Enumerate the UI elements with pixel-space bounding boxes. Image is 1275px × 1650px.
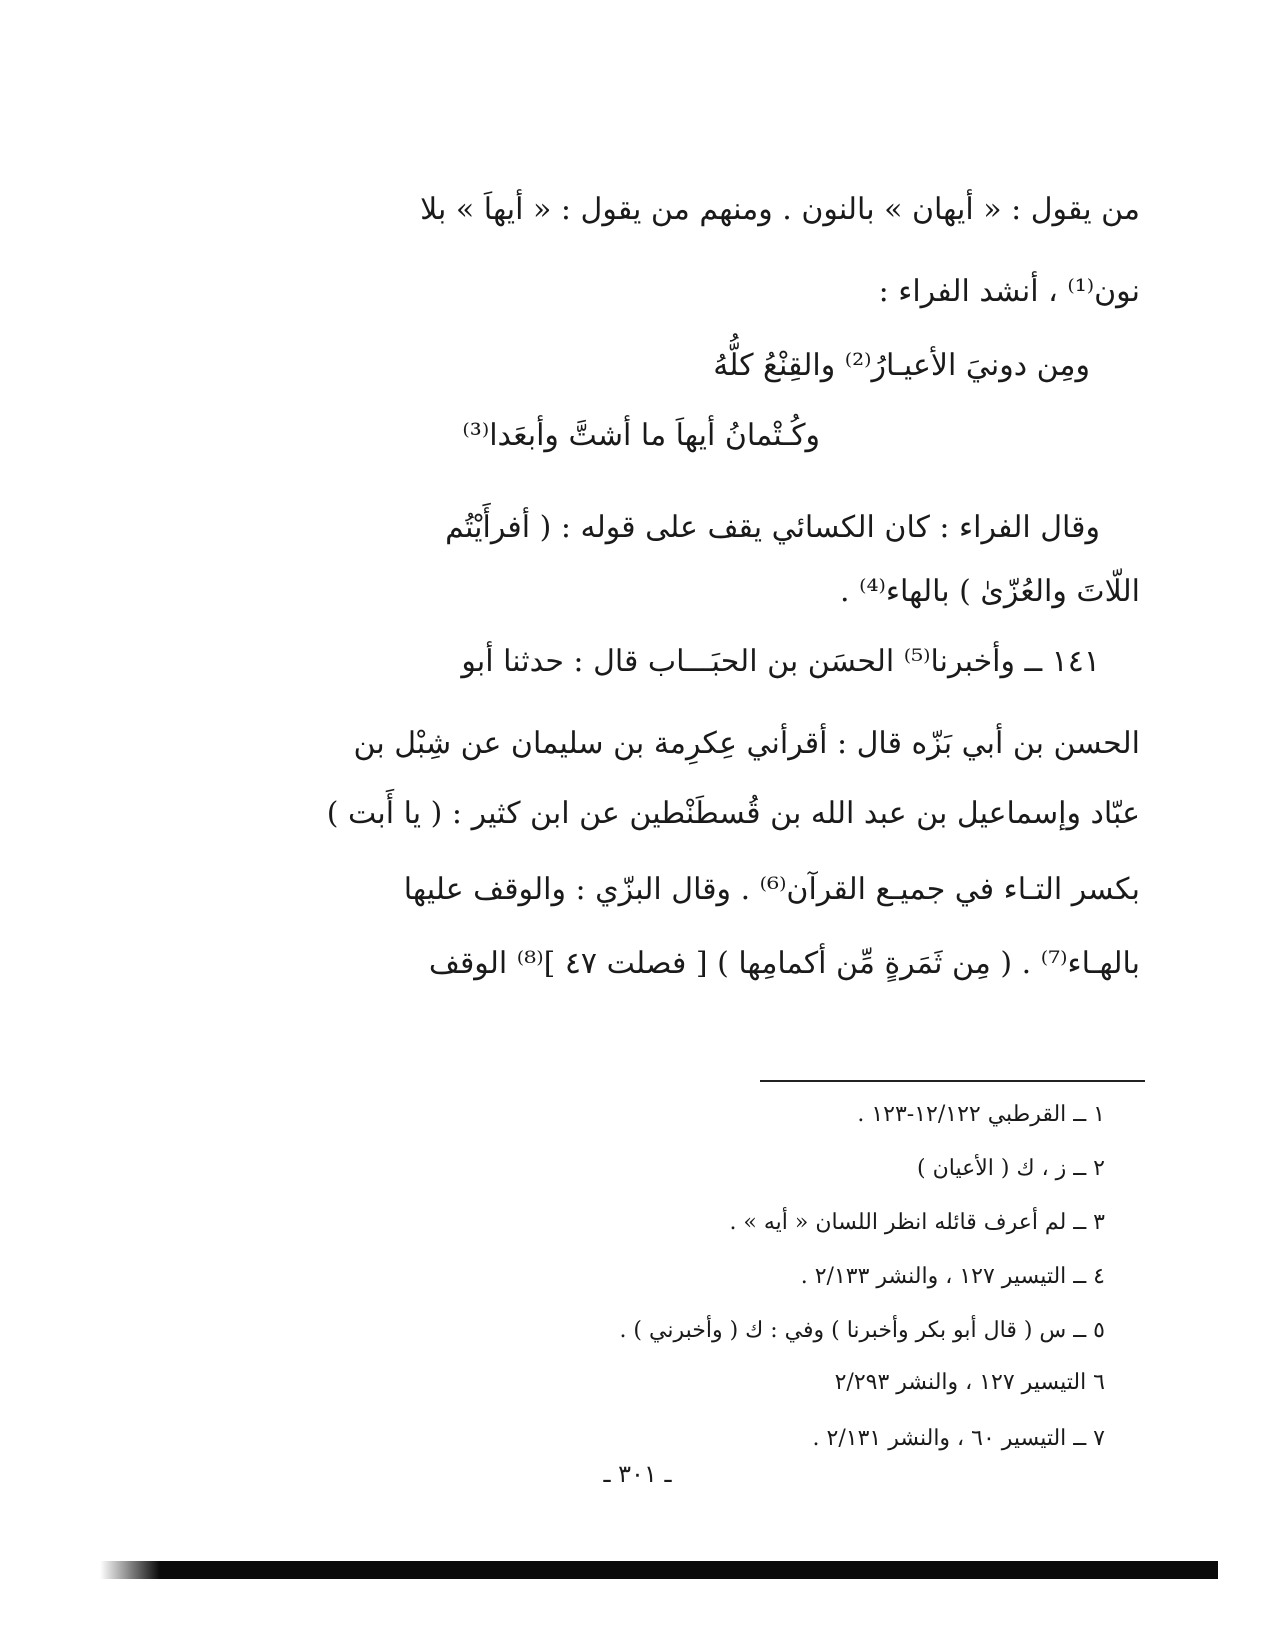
footnote-5: ٥ ــ س ( قال أبو بكر وأخبرنا ) وفي : ك ( وأخبرني ) . <box>619 1318 1105 1343</box>
scan-edge-bar <box>108 1561 1218 1579</box>
text-line-2: نون⁽¹⁾ ، أنشد الفراء : <box>878 274 1140 309</box>
footnote-divider <box>760 1080 1145 1082</box>
text-line-1: من يقول : « أيهان » بالنون . ومنهم من يقول : « أيهاَ » بلا <box>420 192 1140 227</box>
footnote-1: ١ ــ القرطبي ١٢/١٢٢-١٢٣ . <box>857 1102 1105 1127</box>
text-line-9: عبّاد وإسماعيل بن عبد الله بن قُسطَنْطين عن ابن كثير : ( يا أَبت ) <box>326 796 1140 831</box>
scan-edge-fade <box>100 1561 160 1579</box>
text-line-11: بالهـاء⁽⁷⁾ . ( مِن ثَمَرةٍ مِّن أكمامِها ) [ فصلت ٤٧ ]⁽⁸⁾ الوقف <box>428 946 1140 981</box>
verse-line-1: ومِن دونيَ الأعيـارُ⁽²⁾ والقِنْعُ كلُّهُ <box>713 348 1090 383</box>
footnote-7: ٧ ــ التيسير ٦٠ ، والنشر ٢/١٣١ . <box>812 1426 1105 1451</box>
text-line-8: الحسن بن أبي بَزّه قال : أقرأني عِكرِمة بن سليمان عن شِبْل بن <box>353 726 1140 761</box>
page-number: ـ ٣٠١ ـ <box>603 1460 672 1488</box>
verse-line-2: وكُـتْمانُ أيهاَ ما أشتَّ وأبعَدا⁽³⁾ <box>462 418 820 453</box>
text-line-6: اللّاتَ والعُزّىٰ ) بالهاء⁽⁴⁾ . <box>840 574 1140 609</box>
footnote-3: ٣ ــ لم أعرف قائله انظر اللسان « أيه » . <box>729 1210 1105 1235</box>
footnote-4: ٤ ــ التيسير ١٢٧ ، والنشر ٢/١٣٣ . <box>800 1264 1105 1289</box>
text-line-10: بكسر التـاء في جميـع القرآن⁽⁶⁾ . وقال البزّي : والوقف عليها <box>403 872 1140 907</box>
footnote-6: ٦ التيسير ١٢٧ ، والنشر ٢/٢٩٣ <box>834 1370 1105 1395</box>
text-line-7: ١٤١ ــ وأخبرنا⁽⁵⁾ الحسَن بن الحبَـــاب قال : حدثنا أبو <box>461 644 1100 679</box>
footnote-2: ٢ ــ ز ، ك ( الأعيان ) <box>917 1156 1105 1181</box>
text-line-5: وقال الفراء : كان الكسائي يقف على قوله : ( أفرأَيْتُم <box>445 510 1100 545</box>
